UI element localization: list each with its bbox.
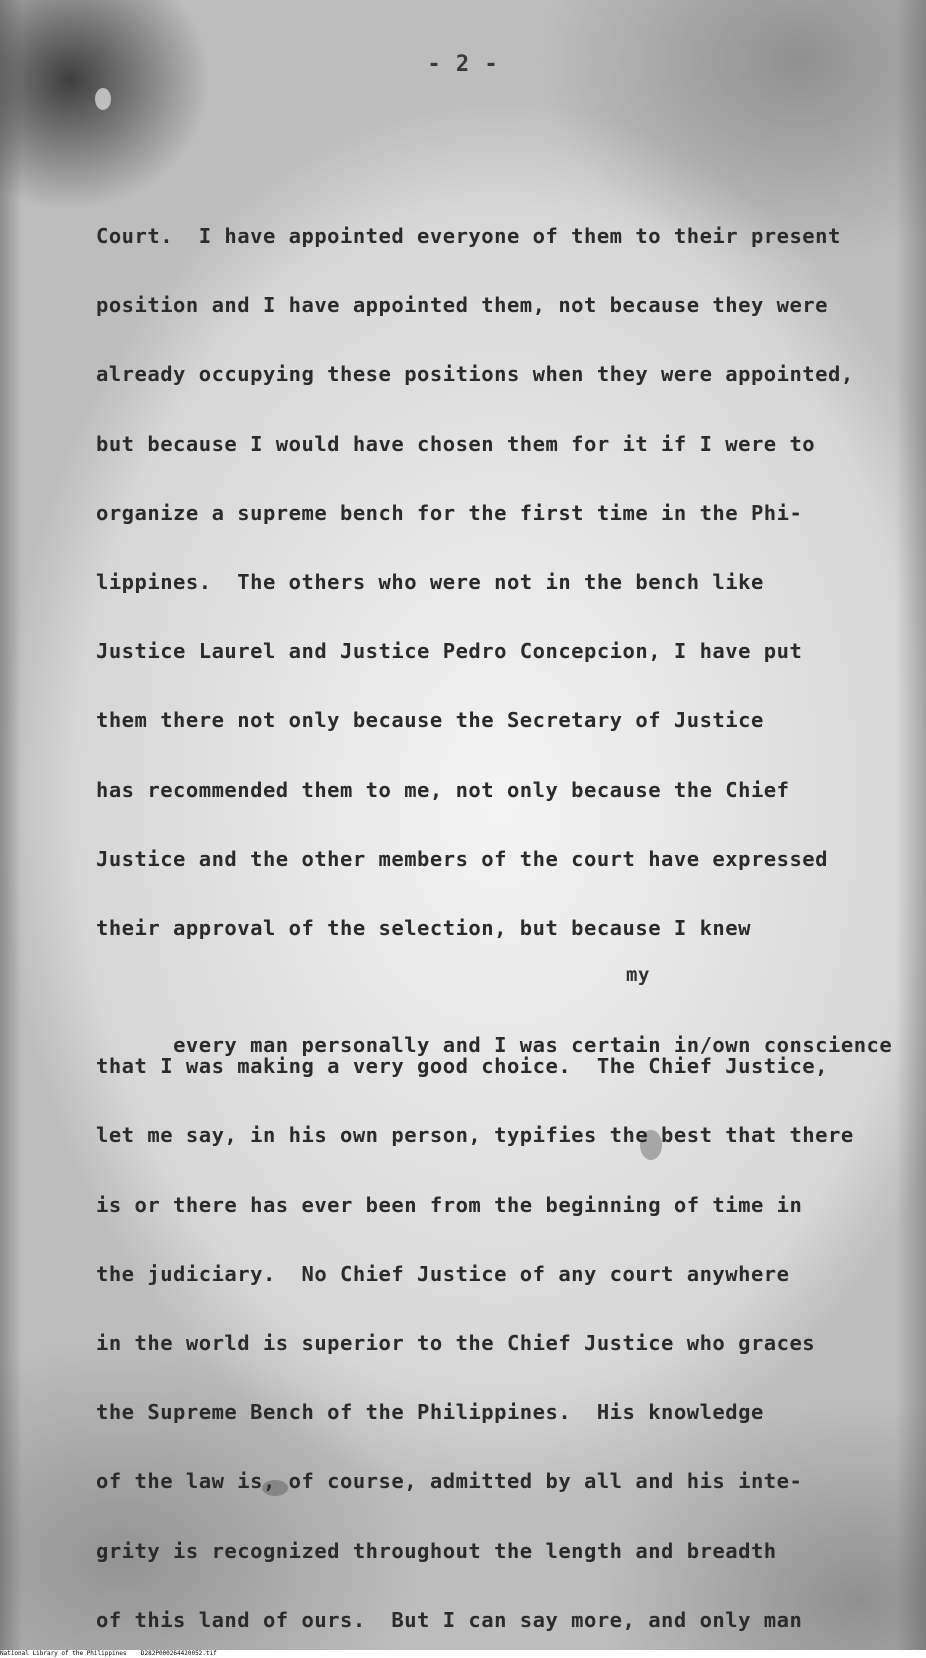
archive-caption: National Library of the Philippines D282P000264420052.tif <box>0 1650 217 1657</box>
text-line: their approval of the selection, but because I knew <box>96 915 751 940</box>
scan-edge-shadow-right <box>896 0 926 1650</box>
ink-smudge <box>95 88 111 110</box>
text-line: Justice Laurel and Justice Pedro Concepcion, I have put <box>96 639 803 664</box>
text-line: that I was making a very good choice. The Chief Justice, <box>96 1054 828 1079</box>
page-number: - 2 - <box>427 52 499 77</box>
interlinear-insertion: my <box>626 964 650 987</box>
text-line: position and I have appointed them, not because they were <box>96 293 828 318</box>
text-line: already occupying these positions when they were appointed, <box>96 362 854 387</box>
text-line: grity is recognized throughout the length and breadth <box>96 1538 777 1563</box>
text-line: is or there has ever been from the beginning of time in <box>96 1192 803 1217</box>
text-line: of this land of ours. But I can say more, and only man <box>96 1607 803 1632</box>
text-line: the Supreme Bench of the Philippines. His knowledge <box>96 1400 764 1425</box>
letter-body-text <box>96 224 896 1650</box>
text-line-with-insertion <box>96 964 896 1058</box>
text-line: them there not only because the Secretary of Justice <box>96 708 764 733</box>
text-line: lippines. The others who were not in the bench like <box>96 569 764 594</box>
text-line: let me say, in his own person, typifies the best that there <box>96 1123 854 1148</box>
text-line: organize a supreme bench for the first time in the Phi- <box>96 500 803 525</box>
text-line: but because I would have chosen them for it if I were to <box>96 431 816 456</box>
text-line: in the world is superior to the Chief Justice who graces <box>96 1331 816 1355</box>
text-line: Justice and the other members of the court have expressed <box>96 846 828 871</box>
scan-edge-shadow-left <box>0 0 22 1650</box>
text-line: of the law is, of course, admitted by all and his inte- <box>96 1469 803 1494</box>
text-line-content: every man personally and I was certain in/own conscience <box>173 1033 893 1058</box>
text-line: Court. I have appointed everyone of them to their present <box>96 224 841 248</box>
text-line: has recommended them to me, not only because the Chief <box>96 777 790 802</box>
text-line: the judiciary. No Chief Justice of any court anywhere <box>96 1261 790 1286</box>
